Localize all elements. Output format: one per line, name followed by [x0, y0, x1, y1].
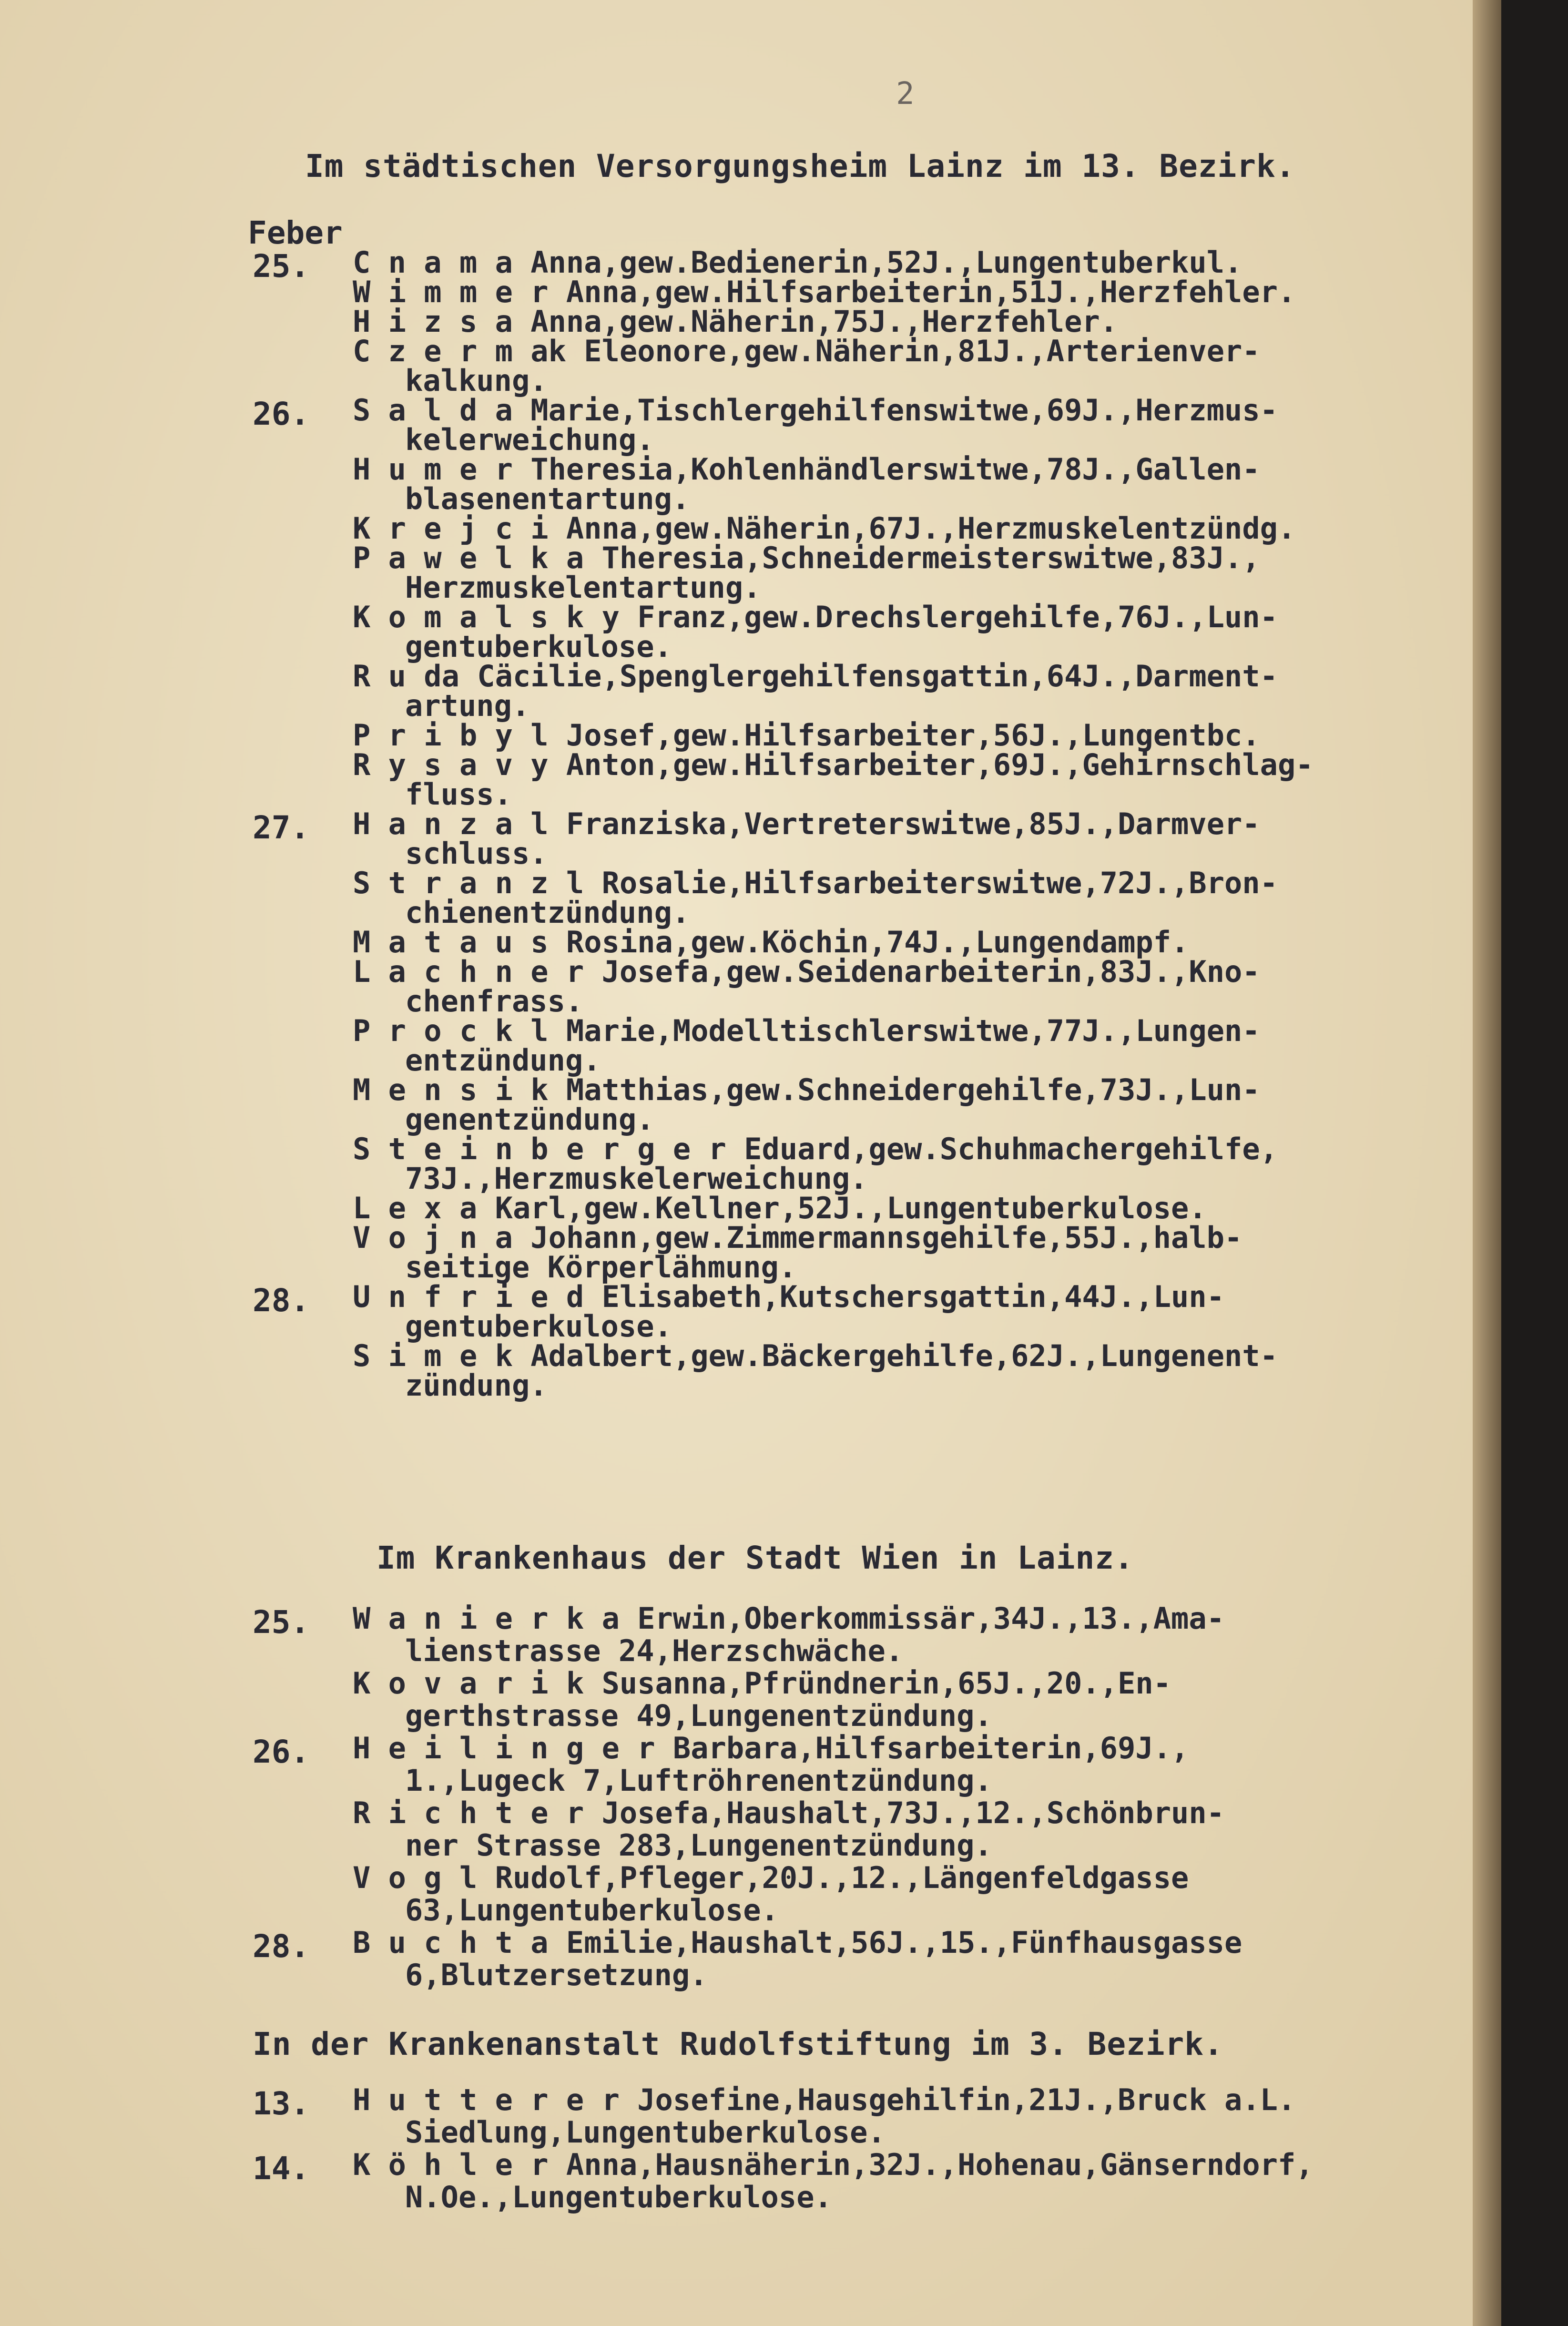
entry-text: S t e i n b e r g e r Eduard,gew.Schuhmachergehilfe,: [353, 1132, 1278, 1166]
entry-text: W i m m e r Anna,gew.Hilfsarbeiterin,51J.,Herzfehler.: [353, 275, 1296, 309]
entry-text: K ö h l e r Anna,Hausnäherin,32J.,Hohenau,Gänserndorf,: [353, 2147, 1313, 2182]
entry-text-continuation: schluss.: [405, 836, 548, 871]
entry-text: V o g l Rudolf,Pfleger,20J.,12.,Längenfeldgasse: [353, 1860, 1189, 1895]
section-heading-rudolfstiftung: In der Krankenanstalt Rudolfstiftung im 3. Bezirk.: [253, 2026, 1223, 2062]
entry-text: B u c h t a Emilie,Haushalt,56J.,15.,Fünfhausgasse: [353, 1925, 1242, 1960]
entry-text: S a l d a Marie,Tischlergehilfenswitwe,69J.,Herzmus-: [353, 393, 1278, 428]
entry-text-continuation: kelerweichung.: [405, 422, 654, 457]
entry-text: K o m a l s k y Franz,gew.Drechslergehilfe,76J.,Lun-: [353, 600, 1278, 634]
entry-text: K r e j c i Anna,gew.Näherin,67J.,Herzmuskelentzündg.: [353, 511, 1296, 546]
book-binding: [1473, 0, 1501, 2326]
entry-text: H u m e r Theresia,Kohlenhändlerswitwe,78J.,Gallen-: [353, 452, 1260, 487]
entry-date: 14.: [253, 2150, 310, 2187]
entry-text: R i c h t e r Josefa,Haushalt,73J.,12.,Schönbrun-: [353, 1796, 1225, 1830]
entry-text: U n f r i e d Elisabeth,Kutschersgattin,44J.,Lun-: [353, 1279, 1225, 1314]
entry-text-continuation: 63,Lungentuberkulose.: [405, 1893, 779, 1928]
entry-text-continuation: 1.,Lugeck 7,Luftröhrenentzündung.: [405, 1763, 992, 1798]
entry-text-continuation: 6,Blutzersetzung.: [405, 1958, 708, 1992]
section-heading-versorgungsheim: Im städtischen Versorgungsheim Lainz im 13. Bezirk.: [305, 148, 1295, 184]
entry-text-continuation: lienstrasse 24,Herzschwäche.: [405, 1633, 904, 1668]
entry-date: 28.: [253, 1282, 310, 1319]
entry-text: L e x a Karl,gew.Kellner,52J.,Lungentuberkulose.: [353, 1191, 1207, 1225]
entry-date: 26.: [253, 396, 310, 432]
entry-text: H a n z a l Franziska,Vertreterswitwe,85J.,Darmver-: [353, 806, 1260, 841]
entry-text-continuation: gentuberkulose.: [405, 1309, 672, 1344]
entry-date: 13.: [253, 2085, 310, 2122]
entry-text: M e n s i k Matthias,gew.Schneidergehilfe,73J.,Lun-: [353, 1072, 1260, 1107]
entry-text: V o j n a Johann,gew.Zimmermannsgehilfe,55J.,halb-: [353, 1220, 1242, 1255]
entry-text-continuation: chenfrass.: [405, 984, 583, 1019]
entry-text-continuation: seitige Körperlähmung.: [405, 1250, 797, 1285]
section-heading-krankenhaus: Im Krankenhaus der Stadt Wien in Lainz.: [377, 1540, 1134, 1576]
month-label: Feber: [248, 214, 343, 251]
entry-date: 26.: [253, 1734, 310, 1770]
page-number: 2: [896, 76, 915, 112]
entry-text-continuation: entzündung.: [405, 1043, 601, 1078]
entry-text-continuation: N.Oe.,Lungentuberkulose.: [405, 2180, 832, 2214]
entry-text: H i z s a Anna,gew.Näherin,75J.,Herzfehler.: [353, 304, 1118, 339]
entry-text: S i m e k Adalbert,gew.Bäckergehilfe,62J.,Lungenent-: [353, 1338, 1278, 1373]
entry-text: K o v a r i k Susanna,Pfründnerin,65J.,20.,En-: [353, 1666, 1171, 1701]
entry-text-continuation: genentzündung.: [405, 1102, 654, 1137]
entry-text-continuation: artung.: [405, 688, 530, 723]
entry-text: W a n i e r k a Erwin,Oberkommissär,34J.,13.,Ama-: [353, 1601, 1225, 1636]
entry-date: 27.: [253, 809, 310, 846]
entry-text: C z e r m ak Eleonore,gew.Näherin,81J.,Arterienver-: [353, 334, 1260, 368]
entry-text: S t r a n z l Rosalie,Hilfsarbeiterswitwe,72J.,Bron-: [353, 866, 1278, 900]
entry-text-continuation: 73J.,Herzmuskelerweichung.: [405, 1161, 868, 1196]
entry-text-continuation: fluss.: [405, 777, 512, 812]
entry-date: 28.: [253, 1928, 310, 1965]
entry-text: R y s a v y Anton,gew.Hilfsarbeiter,69J.,Gehirnschlag-: [353, 747, 1313, 782]
entry-text-continuation: kalkung.: [405, 363, 548, 398]
entry-text: P r o c k l Marie,Modelltischlerswitwe,77J.,Lungen-: [353, 1013, 1260, 1048]
entry-date: 25.: [253, 248, 310, 285]
entry-text: P a w e l k a Theresia,Schneidermeisterswitwe,83J.,: [353, 541, 1260, 575]
entry-text: H e i l i n g e r Barbara,Hilfsarbeiterin,69J.,: [353, 1731, 1189, 1765]
entry-text: P r i b y l Josef,gew.Hilfsarbeiter,56J.,Lungentbc.: [353, 718, 1260, 753]
entry-text-continuation: zündung.: [405, 1368, 548, 1403]
entry-text: M a t a u s Rosina,gew.Köchin,74J.,Lungendampf.: [353, 925, 1189, 959]
entry-text-continuation: gerthstrasse 49,Lungenentzündung.: [405, 1698, 992, 1733]
entry-text-continuation: chienentzündung.: [405, 895, 690, 930]
entry-text: R u da Cäcilie,Spenglergehilfensgattin,64J.,Darment-: [353, 659, 1278, 694]
entry-text-continuation: ner Strasse 283,Lungenentzündung.: [405, 1828, 992, 1863]
entry-text: H u t t e r e r Josefine,Hausgehilfin,21J.,Bruck a.L.: [353, 2082, 1296, 2117]
entry-text-continuation: Herzmuskelentartung.: [405, 570, 761, 605]
entry-text: L a c h n e r Josefa,gew.Seidenarbeiterin,83J.,Kno-: [353, 954, 1260, 989]
entry-date: 25.: [253, 1604, 310, 1641]
entry-text-continuation: blasenentartung.: [405, 481, 690, 516]
entry-text-continuation: gentuberkulose.: [405, 629, 672, 664]
entry-text: C n a m a Anna,gew.Bedienerin,52J.,Lungentuberkul.: [353, 245, 1242, 280]
entry-text-continuation: Siedlung,Lungentuberkulose.: [405, 2115, 886, 2150]
